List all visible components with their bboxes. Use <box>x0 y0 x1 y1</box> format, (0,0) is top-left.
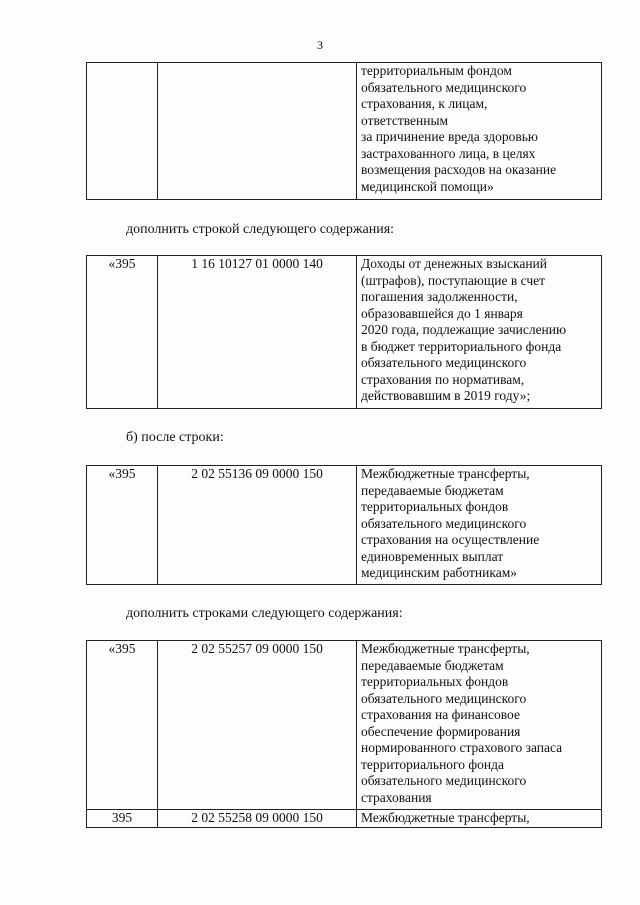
description-cell: Доходы от денежных взысканий (штрафов), поступающие в счет погашения задолженности, образовавшейся до 1 января 2020 года, подлежащие зачислению в бюджет территориального фонда обязательного медицинского страхования по нормативам, действовавшим в 2019 году»; <box>357 256 602 409</box>
table-continuation <box>86 62 602 200</box>
table-new-rows <box>86 640 602 828</box>
code-cell: «395 <box>87 256 158 409</box>
table-row <box>87 810 602 828</box>
instruction-paragraph: дополнить строками следующего содержания: <box>126 606 403 621</box>
kbk-cell <box>158 63 357 200</box>
kbk-cell: 2 02 55257 09 0000 150 <box>158 641 357 810</box>
table-row <box>87 641 602 810</box>
table-row <box>87 63 602 200</box>
table-row <box>87 256 602 409</box>
code-cell <box>87 63 158 200</box>
instruction-paragraph: дополнить строкой следующего содержания: <box>126 222 395 237</box>
table-new-row <box>86 255 602 409</box>
description-cell: Межбюджетные трансферты, <box>357 810 602 828</box>
kbk-cell: 2 02 55136 09 0000 150 <box>158 466 357 585</box>
instruction-paragraph: б) после строки: <box>126 430 224 445</box>
page-number: 3 <box>317 38 323 52</box>
table-row <box>87 466 602 585</box>
description-cell: территориальным фондом обязательного медицинского страхования, к лицам, ответственным за причинение вреда здоровью застрахованного лица, в целях возмещения расходов на оказание медицинской помощи» <box>357 63 602 200</box>
table-after-row <box>86 465 602 585</box>
code-cell: 395 <box>87 810 158 828</box>
code-cell: «395 <box>87 466 158 585</box>
description-cell: Межбюджетные трансферты, передаваемые бюджетам территориальных фондов обязательного медицинского страхования на финансовое обеспечение формирования нормированного страхового запаса территориального фонда обязательного медицинского страхования <box>357 641 602 810</box>
kbk-cell: 2 02 55258 09 0000 150 <box>158 810 357 828</box>
code-cell: «395 <box>87 641 158 810</box>
description-cell: Межбюджетные трансферты, передаваемые бюджетам территориальных фондов обязательного медицинского страхования на осуществление единовременных выплат медицинским работникам» <box>357 466 602 585</box>
kbk-cell: 1 16 10127 01 0000 140 <box>158 256 357 409</box>
